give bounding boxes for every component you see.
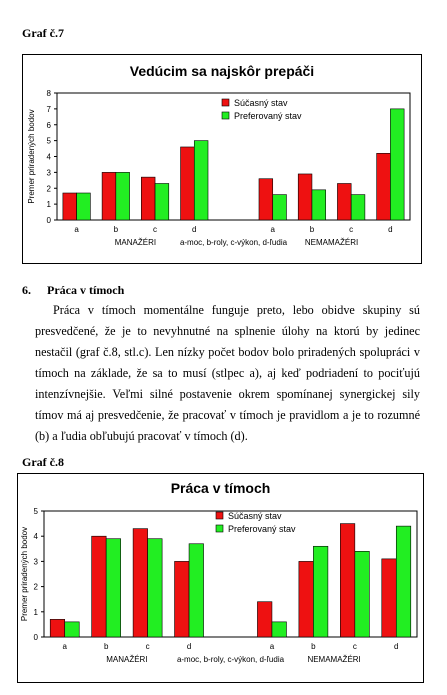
bar-sucasny-stav [181, 147, 195, 220]
bar-sucasny-stav [133, 529, 148, 637]
group-label-nonmanagers: NEMAMAŽÉRI [304, 238, 359, 247]
y-tick-label: 1 [33, 607, 38, 617]
legend-label: Súčasný stav [228, 511, 282, 521]
section-number: 6. [22, 283, 31, 297]
x-tick-label: b [103, 642, 109, 651]
legend-label: Preferovaný stav [234, 111, 302, 121]
group-label-legend-key: a-moc, b-roly, c-výkon, d-ľudia [176, 655, 285, 664]
section-paragraph: Práca v tímoch momentálne funguje preto, lebo obidve skupiny sú presvedčené, že je to nevyhnutné na splnenie úlohy na ktorú by jedinec nestačil (graf č.8, stl.c). Len nízky počet bodov bolo priradených spolupráci v tímoch na základe, že sa to musí (stlpec a), aj keď podriadení to pociťujú intenzívnejšie. Veľmi silné postavenie okrem spomínanej synergickej sily tímov má aj presvedčenie, že pracovať v tímoch je pravidlom a je to rozumné (b) a ľudia obľubujú pracovať v tímoch (d). [35, 303, 420, 443]
section-heading [22, 283, 124, 298]
y-tick-label: 2 [33, 582, 38, 592]
bar-preferovany-stav [273, 195, 287, 220]
bar-preferovany-stav [194, 141, 208, 220]
y-tick-label: 0 [46, 216, 51, 225]
legend-swatch [216, 525, 223, 532]
section-title: Práca v tímoch [47, 283, 125, 297]
bar-preferovany-stav [77, 193, 91, 220]
y-axis-label: Premer priradených bodov [20, 526, 29, 622]
y-tick-label: 0 [33, 633, 38, 642]
x-tick-label: a [270, 225, 275, 234]
y-tick-label: 6 [46, 120, 51, 130]
bar-sucasny-stav [337, 183, 351, 220]
x-tick-label: b [311, 642, 316, 651]
bar-preferovany-stav [189, 544, 204, 637]
chart-vedúcim [22, 54, 422, 264]
bar-preferovany-stav [148, 539, 163, 637]
y-tick-label: 5 [46, 136, 51, 146]
bar-sucasny-stav [257, 602, 272, 637]
x-tick-label: c [352, 642, 357, 651]
bar-preferovany-stav [106, 539, 121, 637]
bar-preferovany-stav [351, 195, 365, 220]
x-tick-label: a [62, 642, 67, 651]
group-label-legend-key: a-moc, b-roly, c-výkon, d-ľudia [179, 238, 288, 247]
legend-swatch [222, 99, 229, 106]
y-tick-label: 3 [33, 557, 38, 567]
bar-preferovany-stav [312, 190, 326, 220]
bar-sucasny-stav [141, 177, 155, 220]
bar-sucasny-stav [102, 172, 116, 220]
bar-sucasny-stav [298, 174, 312, 220]
graf-7-label: Graf č.7 [22, 26, 64, 40]
bar-preferovany-stav [390, 109, 404, 220]
bar-preferovany-stav [116, 172, 130, 220]
x-tick-label: d [394, 642, 399, 651]
y-tick-label: 1 [46, 200, 51, 210]
chart-praca-v-timoch [17, 473, 424, 683]
bar-preferovany-stav [272, 622, 287, 637]
bar-preferovany-stav [355, 551, 370, 637]
bar-sucasny-stav [299, 561, 314, 637]
bar-preferovany-stav [155, 183, 169, 220]
y-tick-label: 2 [46, 184, 51, 194]
x-tick-label: d [388, 225, 393, 234]
x-tick-label: c [145, 642, 150, 651]
y-tick-label: 3 [46, 168, 51, 178]
legend-label: Súčasný stav [234, 98, 288, 108]
x-tick-label: a [269, 642, 275, 651]
bar-sucasny-stav [382, 559, 397, 637]
bar-sucasny-stav [340, 524, 355, 637]
group-label-nonmanagers: NEMAMAŽÉRI [307, 655, 361, 664]
bar-preferovany-stav [396, 526, 411, 637]
y-tick-label: 4 [33, 532, 38, 542]
chart-title: Práca v tímoch [170, 480, 271, 496]
legend-label: Preferovaný stav [228, 524, 296, 534]
x-tick-label: d [186, 642, 192, 651]
bar-sucasny-stav [259, 179, 273, 220]
x-tick-label: d [192, 225, 197, 234]
x-tick-label: a [74, 225, 79, 234]
y-tick-label: 7 [46, 104, 51, 114]
bar-sucasny-stav [63, 193, 77, 220]
x-tick-label: c [153, 225, 158, 234]
legend-swatch [216, 512, 223, 519]
bar-sucasny-stav [377, 153, 391, 220]
y-axis-label: Premer priradených bodov [27, 109, 36, 204]
x-tick-label: b [113, 225, 119, 234]
group-label-managers: MANAŽÉRI [106, 655, 148, 664]
group-label-managers: MANAŽÉRI [114, 238, 157, 247]
legend-swatch [222, 112, 229, 119]
bar-preferovany-stav [313, 546, 328, 637]
bar-sucasny-stav [92, 536, 107, 637]
bar-preferovany-stav [65, 622, 80, 637]
x-tick-label: b [309, 225, 315, 234]
y-tick-label: 8 [46, 89, 51, 98]
bar-sucasny-stav [175, 561, 190, 637]
x-tick-label: c [349, 225, 354, 234]
bar-sucasny-stav [50, 619, 65, 637]
y-tick-label: 5 [33, 507, 38, 516]
chart-title: Vedúcim sa najskôr prepáči [129, 63, 315, 79]
graf-8-label: Graf č.8 [22, 455, 64, 469]
y-tick-label: 4 [46, 152, 51, 162]
